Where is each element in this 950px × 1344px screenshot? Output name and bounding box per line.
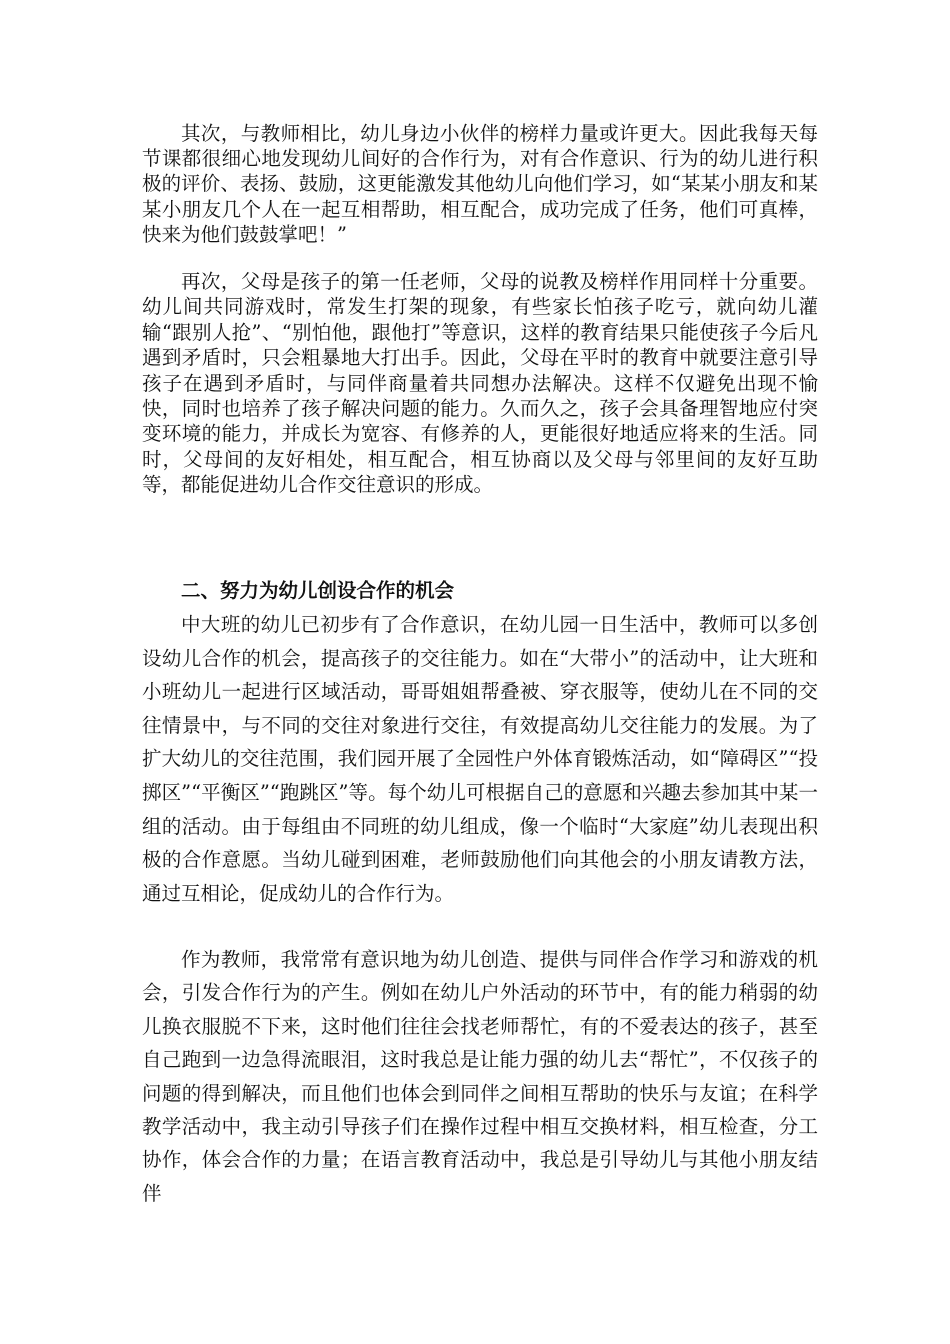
- section-heading: 二、努力为幼儿创设合作的机会: [181, 579, 455, 602]
- body-paragraph: 其次，与教师相比，幼儿身边小伙伴的榜样力量或许更大。因此我每天每节课都很细心地发现幼儿间好的合作行为，对有合作意识、行为的幼儿进行积极的评价、表扬、鼓励，这更能激发其他幼儿向他们学习，如“某某小朋友和某某小朋友几个人在一起互相帮助，相互配合，成功完成了任务，他们可真棒，快来为他们鼓鼓掌吧！”: [142, 122, 818, 246]
- section-paragraph: 中大班的幼儿已初步有了合作意识，在幼儿园一日生活中，教师可以多创设幼儿合作的机会，提高孩子的交往能力。如在“大带小”的活动中，让大班和小班幼儿一起进行区域活动，哥哥姐姐帮叠被、穿衣服等，使幼儿在不同的交往情景中，与不同的交往对象进行交往，有效提高幼儿交往能力的发展。为了扩大幼儿的交往范围，我们园开展了全园性户外体育锻炼活动，如“障碍区”“投掷区”“平衡区”“跑跳区”等。每个幼儿可根据自己的意愿和兴趣去参加其中某一组的活动。由于每组由不同班的幼儿组成，像一个临时“大家庭”幼儿表现出积极的合作意愿。当幼儿碰到困难，老师鼓励他们向其他会的小朋友请教方法，通过互相论，促成幼儿的合作行为。: [142, 613, 818, 905]
- section-paragraph: 作为教师，我常常有意识地为幼儿创造、提供与同伴合作学习和游戏的机会，引发合作行为的产生。例如在幼儿户外活动的环节中，有的能力稍弱的幼儿换衣服脱不下来，这时他们往往会找老师帮忙，有的不爱表达的孩子，甚至自己跑到一边急得流眼泪，这时我总是让能力强的幼儿去“帮忙”，不仅孩子的问题的得到解决，而且他们也体会到同伴之间相互帮助的快乐与友谊；在科学教学活动中，我主动引导孩子们在操作过程中相互交换材料，相互检查，分工协作，体会合作的力量；在语言教育活动中，我总是引导幼儿与其他小朋友结伴: [142, 948, 818, 1205]
- body-paragraph: 再次，父母是孩子的第一任老师，父母的说教及榜样作用同样十分重要。幼儿间共同游戏时，常发生打架的现象，有些家长怕孩子吃亏，就向幼儿灌输“跟别人抢”、“别怕他，跟他打”等意识，这样的教育结果只能使孩子今后凡遇到矛盾时，只会粗暴地大打出手。因此，父母在平时的教育中就要注意引导孩子在遇到矛盾时，与同伴商量着共同想办法解决。这样不仅避免出现不愉快，同时也培养了孩子解决问题的能力。久而久之，孩子会具备理智地应付突变环境的能力，并成长为宽容、有修养的人，更能很好地适应将来的生活。同时，父母间的友好相处，相互配合，相互协商以及父母与邻里间的友好互助等，都能促进幼儿合作交往意识的形成。: [142, 270, 818, 497]
